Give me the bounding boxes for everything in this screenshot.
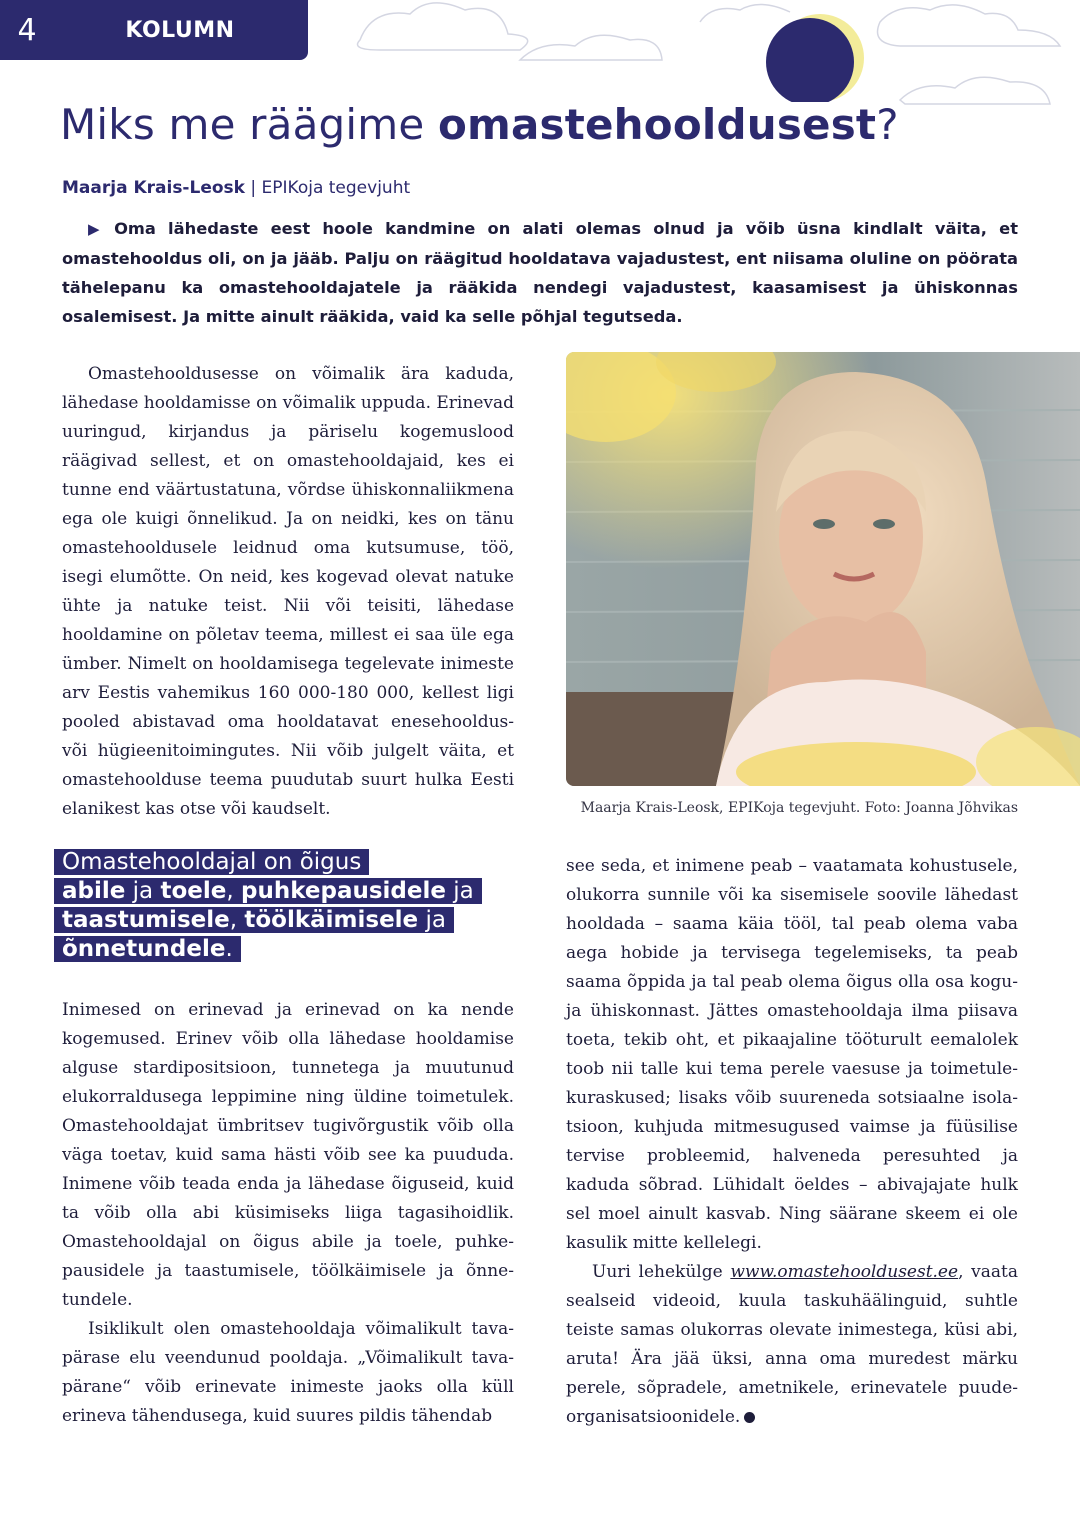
paragraph: see seda, et inimene peab – vaatamata kohustusele, olukorra sunnile või ka sisemisele soovile lähedast hooldada – saama käia tööl, tal peab olema vaba aega hobide ja tervisega tegelemiseks, ta peab saama õppida ja tal peab olema õigus olla osa koguja ühiskonnast. Jättes omastehooldaja ilma piisava toeta, tekib oht, et pikaajaline tööturult eemalolek toob nii talle kui tema perele vaesuse ja toimetulekuraskused; lisaks võib suureneda sotsiaalne isolatsioon, kuhjuda mitmesugused vaimse ja füüsilise tervise probleemid, halveneda peresuhted ja kaduda sõbrad. Lühidalt öeldes – abivajajate hulk sel moel ainult kasvab. Ning säärane skeem ei ole kasulik mitte kellelegi. — [566, 856, 1018, 1253]
column-left-top — [62, 360, 514, 824]
pull-quote: Omastehooldajal on õigus abile ja toele, puhkepausidele ja taastumisele, töölkäimisele ja õnnetundele. — [54, 848, 524, 964]
byline: Maarja Krais-Leosk | EPIKoja tegevjuht — [62, 178, 411, 198]
website-link[interactable]: www.omastehooldusest.ee — [730, 1262, 959, 1282]
column-left-bottom — [62, 996, 514, 1431]
photo-caption: Maarja Krais-Leosk, EPIKoja tegevjuht. Foto: Joanna Jõhvikas — [580, 800, 1018, 816]
column-right — [566, 852, 1018, 1432]
paragraph: Inimesed on erinevad ja erinevad on ka nende kogemused. Erinev võib olla lähedase hooldamise alguse stardipositsioon, tunnetega ja muutunud elukorraldusega leppimine ning üldine toimetulek. Omastehooldajat ümbritsev tugivõrgustik võib olla väga toetav, kuid sama hästi võib see ka puududa. Inimene võib teada enda ja lähedase õiguseid, kuid ta võib olla abi küsimiseks liiga tagasihoidlik. Omastehooldajal on õigus abile ja toele, puhkepausidele ja taastumisele, töölkäimisele ja õnnetundele. — [62, 1000, 514, 1310]
paragraph: Omastehooldusesse on võimalik ära kaduda, lähedase hooldamisse on võimalik uppuda. Erinevad uuringud, kirjandus ja päriselu kogemuslood räägivad sellest, et on omastehooldajaid, kes ei tunne end väärtustatuna, võrdse ühiskonnaliikmena ega ole kuigi õnnelikud. Ja on neidki, kes on tänu omastehooldusele leidnud oma kutsumuse, töö, isegi elumõtte. On neid, kes kogevad olevat natuke ühte ja natuke teist. Nii või teisiti, lähedase hooldamine on põletav teema, millest ei saa üle ega ümber. Nimelt on hooldamisega tegelevate inimeste arv Eestis vahemikus 160 000-180 000, kellest ligi pooled abistavad oma hooldatavat enesehooldus- või hügieenitoimingutes. Nii võib julgelt väita, et omastehoolduse teema puudutab suurt hulka Eesti elanikest kas otse või kaudselt. — [62, 364, 514, 819]
moon-icon — [760, 12, 870, 102]
author-photo — [566, 352, 1080, 786]
page-number: 4 — [0, 0, 52, 60]
section-label: KOLUMN — [52, 0, 308, 60]
play-arrow-icon: ▶ — [88, 220, 107, 238]
author-role: EPIKoja tegevjuht — [261, 178, 411, 198]
author-name: Maarja Krais-Leosk — [62, 178, 245, 198]
lead-paragraph: ▶ Oma lähedaste eest hoole kandmine on alati olemas olnud ja võib üsna kindlalt väita, et omastehooldus oli, on ja jääb. Palju on räägitud hooldatava vajadustest, ent niisama oluline on pöörata tähelepanu ka omastehooldajatele ja rääkida nendegi vajadustest, kaasamisest ja ühiskonnas osalemisest. Ja mitte ainult rääkida, vaid ka selle põhjal tegutseda. — [62, 219, 1018, 326]
paragraph: Uuri lehekülge www.omastehooldusest.ee, vaata sealseid videoid, kuula taskuhäälinguid, suhtle teiste samas olukorras olevate inimestega, küsi abi, aruta! Ära jää üksi, anna oma muredest märku perele, sõpradele, ametnikele, erinevatele puudeorganisatsioonidele. — [566, 1262, 1018, 1427]
article-title: Miks me räägime omastehooldusest? — [60, 100, 899, 149]
end-mark-icon — [744, 1412, 755, 1423]
paragraph: Isiklikult olen omastehooldaja võimalikult tavapärase elu veendunud pooldaja. „Võimalikult tavapärane“ võib erinevate inimeste jaoks olla küll erineva tähendusega, kuid suures pildis tähendab — [62, 1319, 514, 1426]
